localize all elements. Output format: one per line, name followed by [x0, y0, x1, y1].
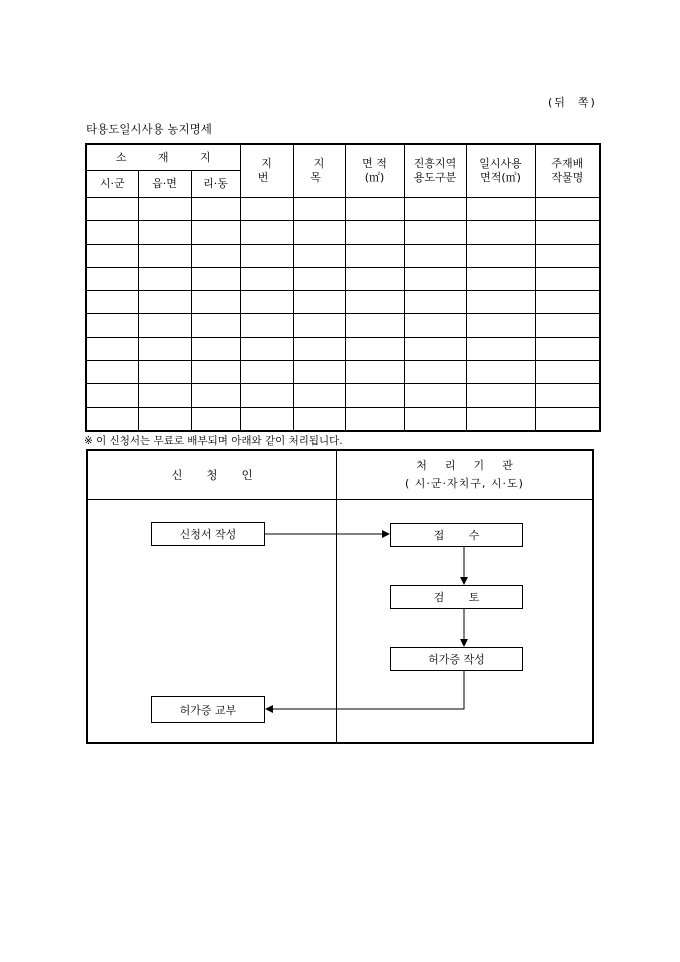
table-cell [240, 198, 293, 221]
table-cell [535, 314, 600, 337]
table-cell [345, 291, 404, 314]
table-cell [86, 407, 138, 431]
table-cell [240, 337, 293, 360]
table-cell [293, 198, 345, 221]
table-row [86, 361, 600, 384]
table-cell [138, 198, 191, 221]
table-cell [345, 198, 404, 221]
table-cell [191, 337, 240, 360]
area-header: 면 적 (㎡) [345, 144, 404, 198]
table-row [86, 198, 600, 221]
table-row [86, 244, 600, 267]
table-row [86, 291, 600, 314]
page-title: 타용도일시사용 농지명세 [86, 122, 212, 136]
table-cell [404, 291, 466, 314]
table-cell [86, 384, 138, 407]
table-cell [345, 221, 404, 244]
table-cell [345, 267, 404, 290]
location-header: 소 재 지 [86, 144, 240, 171]
table-cell [535, 361, 600, 384]
table-cell [191, 384, 240, 407]
table-cell [138, 291, 191, 314]
table-cell [138, 407, 191, 431]
table-cell [191, 267, 240, 290]
table-cell [466, 221, 535, 244]
table-cell [466, 407, 535, 431]
permit-issue-box: 허가증 교부 [151, 696, 265, 723]
table-cell [345, 407, 404, 431]
table-cell [535, 198, 600, 221]
table-cell [404, 384, 466, 407]
permit-write-box: 허가증 작성 [390, 647, 523, 671]
table-cell [86, 198, 138, 221]
table-cell [240, 221, 293, 244]
table-cell [240, 407, 293, 431]
table-row [86, 221, 600, 244]
table-cell [191, 244, 240, 267]
applicant-header: 신청인 [171, 468, 277, 482]
table-cell [240, 361, 293, 384]
table-cell [466, 267, 535, 290]
table-row [86, 384, 600, 407]
table-cell [466, 384, 535, 407]
table-cell [191, 314, 240, 337]
table-cell [191, 407, 240, 431]
table-cell [293, 244, 345, 267]
table-cell [535, 337, 600, 360]
table-cell [191, 361, 240, 384]
zone-header: 진흥지역 용도구분 [404, 144, 466, 198]
review-box: 검 토 [390, 585, 523, 609]
table-cell [404, 407, 466, 431]
table-cell [191, 198, 240, 221]
land-category-header: 지 목 [293, 144, 345, 198]
arrow-permit-to-issue [266, 671, 464, 709]
table-cell [138, 337, 191, 360]
agency-subheader: ( 시·군·자치구, 시·도) [405, 477, 524, 490]
table-cell [404, 221, 466, 244]
table-cell [293, 384, 345, 407]
table-cell [293, 314, 345, 337]
flow-arrows [88, 451, 592, 742]
temp-area-header: 일시사용 면적(㎡) [466, 144, 535, 198]
table-cell [138, 314, 191, 337]
table-cell [86, 221, 138, 244]
receipt-box: 접 수 [390, 523, 523, 547]
table-cell [86, 267, 138, 290]
table-cell [345, 361, 404, 384]
table-cell [404, 361, 466, 384]
table-row [86, 267, 600, 290]
table-cell [466, 314, 535, 337]
table-cell [293, 221, 345, 244]
table-cell [86, 314, 138, 337]
agency-header: 처리기관 ( 시·군·자치구, 시·도) [337, 451, 592, 499]
table-cell [535, 267, 600, 290]
table-cell [345, 314, 404, 337]
table-cell [404, 198, 466, 221]
table-cell [535, 407, 600, 431]
table-cell [240, 244, 293, 267]
table-cell [86, 337, 138, 360]
village-header: 리·동 [191, 171, 240, 198]
crops-header: 주재배 작물명 [535, 144, 600, 198]
town-header: 읍·면 [138, 171, 191, 198]
table-cell [466, 244, 535, 267]
table-cell [345, 384, 404, 407]
table-cell [240, 291, 293, 314]
table-cell [466, 291, 535, 314]
table-cell [404, 337, 466, 360]
table-cell [293, 407, 345, 431]
table-cell [86, 291, 138, 314]
table-cell [535, 384, 600, 407]
table-cell [535, 291, 600, 314]
write-application-box: 신청서 작성 [151, 522, 265, 546]
table-cell [466, 361, 535, 384]
table-cell [240, 384, 293, 407]
table-cell [404, 314, 466, 337]
table-cell [345, 244, 404, 267]
table-cell [138, 384, 191, 407]
land-details-table [85, 143, 601, 432]
table-cell [293, 291, 345, 314]
table-cell [293, 361, 345, 384]
table-cell [138, 267, 191, 290]
table-row [86, 337, 600, 360]
table-cell [535, 244, 600, 267]
table-cell [138, 244, 191, 267]
table-cell [345, 337, 404, 360]
table-cell [138, 361, 191, 384]
table-cell [240, 314, 293, 337]
table-cell [535, 221, 600, 244]
process-flowchart [86, 449, 594, 744]
table-cell [240, 267, 293, 290]
table-row [86, 407, 600, 431]
page-label: (뒤 쪽) [548, 96, 597, 109]
table-row [86, 314, 600, 337]
table-cell [466, 337, 535, 360]
table-cell [138, 221, 191, 244]
table-cell [293, 267, 345, 290]
table-cell [191, 221, 240, 244]
table-cell [191, 291, 240, 314]
city-county-header: 시·군 [86, 171, 138, 198]
table-cell [404, 267, 466, 290]
table-cell [466, 198, 535, 221]
lot-number-header: 지 번 [240, 144, 293, 198]
table-cell [293, 337, 345, 360]
note-text: ※ 이 신청서는 무료로 배부되며 아래와 같이 처리됩니다. [84, 435, 343, 447]
table-cell [86, 361, 138, 384]
table-cell [86, 244, 138, 267]
table-cell [404, 244, 466, 267]
